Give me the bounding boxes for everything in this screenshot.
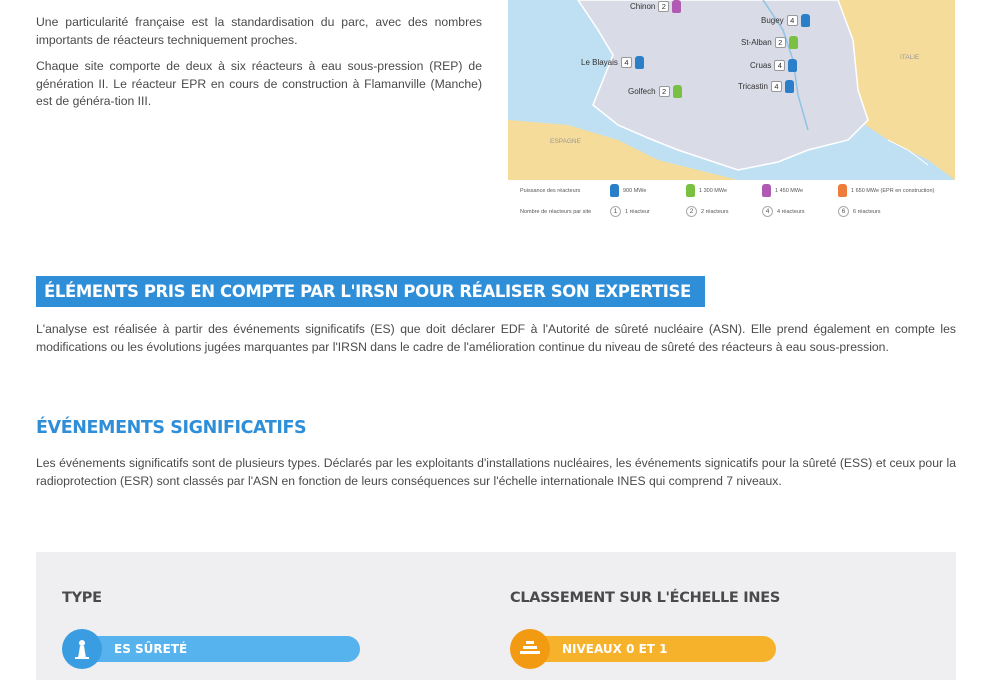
legend-item-900: 900 MWe xyxy=(610,184,686,197)
legend-power: Puissance des réacteurs 900 MWe 1 300 MWe 1 450 MWe 1 650 MWe (EPR en construction) xyxy=(520,184,948,197)
city-tricastin: Tricastin 4 xyxy=(738,80,794,93)
legend-count-1: 1 1 réacteur xyxy=(610,206,686,217)
subsection-title: ÉVÉNEMENTS SIGNIFICATIFS xyxy=(36,418,307,438)
country-label-spain: ESPAGNE xyxy=(550,138,581,145)
reactor-count-badge: 4 xyxy=(771,81,782,92)
legend-count-2: 2 2 réacteurs xyxy=(686,206,762,217)
legend-item-1450: 1 450 MWe xyxy=(762,184,838,197)
reactor-pin-icon xyxy=(838,184,847,197)
reactor-pin-icon xyxy=(635,56,644,69)
reactor-pin-icon xyxy=(789,36,798,49)
reactor-pin-icon xyxy=(801,14,810,27)
subsection-paragraph: Les événements significatifs sont de plusieurs types. Déclarés par les exploitants d'installations nucléaires, les événements signicatifs pour la sûreté (ESS) et ceux pour la radioprotection (ESR) sont classés par l'ASN en fonction de leurs conséquences sur l'échelle internationale INES qui comprend 7 niveaux. xyxy=(36,456,956,488)
reactor-count-badge: 2 xyxy=(658,1,669,12)
city-golfech: Golfech 2 xyxy=(628,85,682,98)
intro-paragraph-1: Une particularité française est la standardisation du parc, avec des nombres importants de réacteurs techniquement proches. xyxy=(36,15,482,47)
info-panel xyxy=(36,552,956,680)
france-map-shape xyxy=(508,0,955,180)
city-le-blayais: Le Blayais 4 xyxy=(581,56,644,69)
ines-heading: CLASSEMENT SUR L'ÉCHELLE INES xyxy=(510,590,780,606)
reactor-pin-icon xyxy=(788,59,797,72)
reactor-pin-icon xyxy=(672,0,681,13)
reactor-count-badge: 4 xyxy=(621,57,632,68)
intro-text xyxy=(36,14,482,120)
reactor-pin-icon xyxy=(686,184,695,197)
city-cruas: Cruas 4 xyxy=(750,59,797,72)
section-title: ÉLÉMENTS PRIS EN COMPTE PAR L'IRSN POUR RÉALISER SON EXPERTISE xyxy=(36,276,705,307)
reactor-map xyxy=(508,0,955,228)
type-heading: TYPE xyxy=(62,590,102,606)
legend-count-6: 6 6 réacteurs xyxy=(838,206,914,217)
legend-count-4: 4 4 réacteurs xyxy=(762,206,838,217)
reactor-count-badge: 2 xyxy=(659,86,670,97)
reactor-pin-icon xyxy=(785,80,794,93)
reactor-pin-icon xyxy=(762,184,771,197)
reactor-pin-icon xyxy=(610,184,619,197)
legend-item-1300: 1 300 MWe xyxy=(686,184,762,197)
legend-item-1650: 1 650 MWe (EPR en construction) xyxy=(838,184,948,197)
city-chinon: Chinon 2 xyxy=(630,0,681,13)
reactor-count-badge: 2 xyxy=(775,37,786,48)
city-st-alban: St-Alban 2 xyxy=(741,36,798,49)
legend-count: Nombre de réacteurs par site 1 1 réacteur 2 2 réacteurs 4 4 réacteurs 6 6 réacteurs xyxy=(520,206,914,217)
reactor-count-badge: 4 xyxy=(774,60,785,71)
country-label-italy: ITALIE xyxy=(900,54,920,61)
es-surete-pill: ES SÛRETÉ xyxy=(70,636,360,662)
reactor-count-badge: 4 xyxy=(787,15,798,26)
city-bugey: Bugey 4 xyxy=(761,14,810,27)
reactor-pin-icon xyxy=(673,85,682,98)
reactor-icon xyxy=(62,629,102,669)
intro-paragraph-2: Chaque site comporte de deux à six réacteurs à eau sous-pression (REP) de génération II. Le réacteur EPR en cours de construction à Flamanville (Manche) est de généra-tion III. xyxy=(36,59,482,108)
section-paragraph: L'analyse est réalisée à partir des événements significatifs (ES) que doit déclarer EDF à l'Autorité de sûreté nucléaire (ASN). Elle prend également en compte les modifications ou les évolutions jugées marquantes par l'IRSN dans le cadre de l'amélioration continue du niveau de sûreté des réacteurs à eau sous-pression. xyxy=(36,322,956,354)
scale-levels-icon xyxy=(510,629,550,669)
niveaux-pill: NIVEAUX 0 ET 1 xyxy=(518,636,776,662)
